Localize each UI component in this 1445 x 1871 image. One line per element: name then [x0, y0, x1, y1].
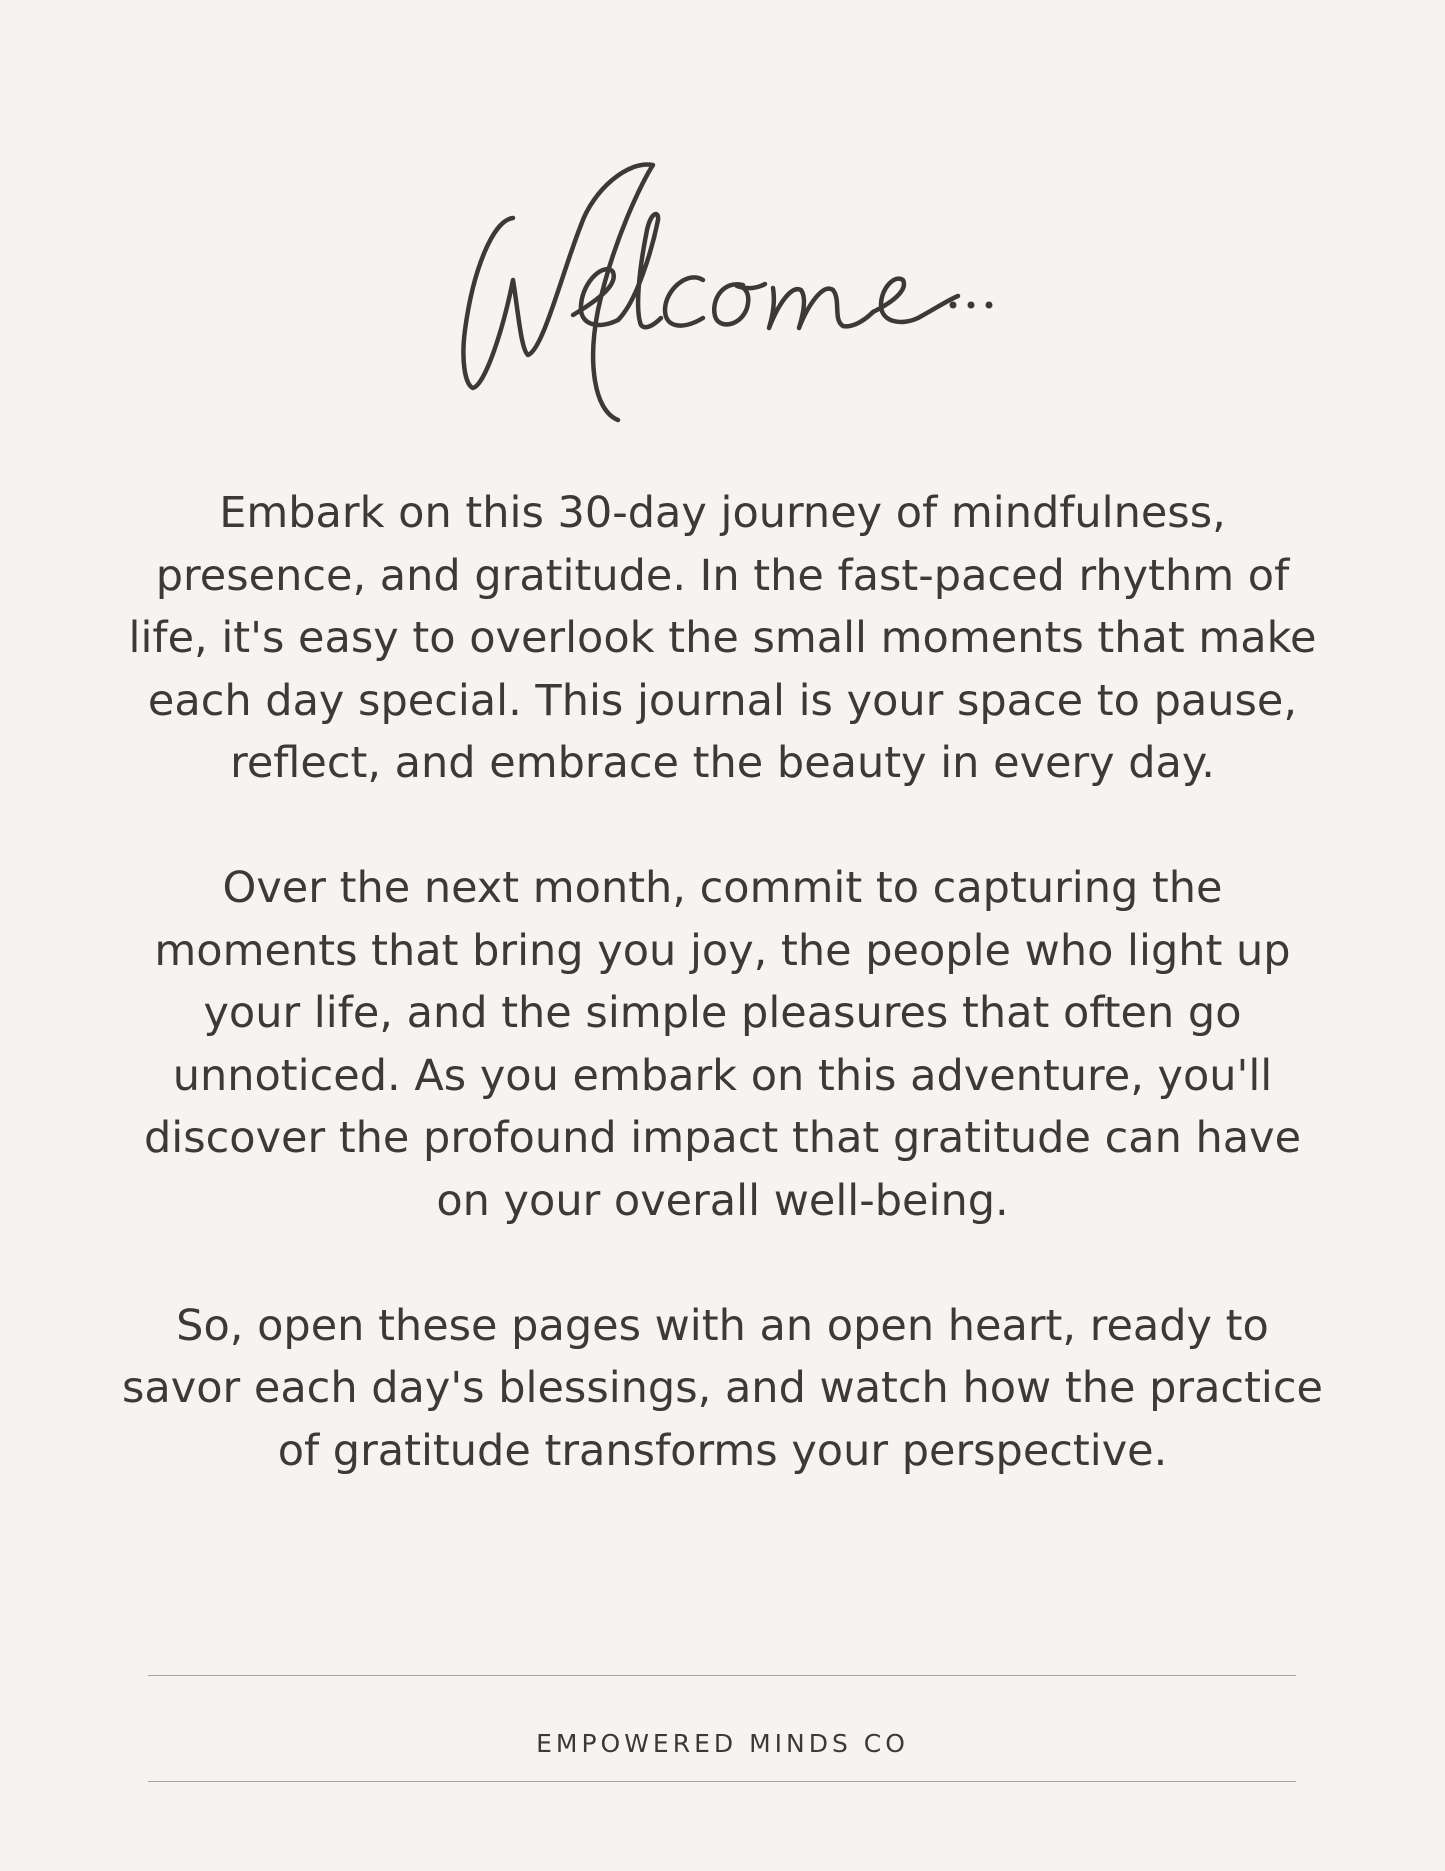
intro-paragraph-1: Embark on this 30-day journey of mindfulness, presence, and gratitude. In the fast-paced rhythm of life, it's easy to overlook the small moments that make each day special. This journal is your space to pause, reflect, and embrace the beauty in every day. — [128, 488, 1317, 788]
footer-divider-bottom — [148, 1781, 1296, 1782]
footer-divider-top — [148, 1675, 1296, 1676]
footer-brand: EMPOWERED MINDS CO — [536, 1729, 909, 1758]
page-title — [0, 150, 1445, 440]
welcome-script-lettering — [413, 150, 1033, 440]
intro-paragraph-2: Over the next month, commit to capturing the moments that bring you joy, the people who light up your life, and the simple pleasures that often go unnoticed. As you embark on this adventure, you'll discover the profound impact that gratitude can have on your overall well-being. — [143, 863, 1302, 1226]
intro-body — [120, 482, 1325, 1545]
intro-paragraph-3: So, open these pages with an open heart, ready to savor each day's blessings, and watch how the practice of gratitude transforms your perspective. — [122, 1300, 1323, 1476]
